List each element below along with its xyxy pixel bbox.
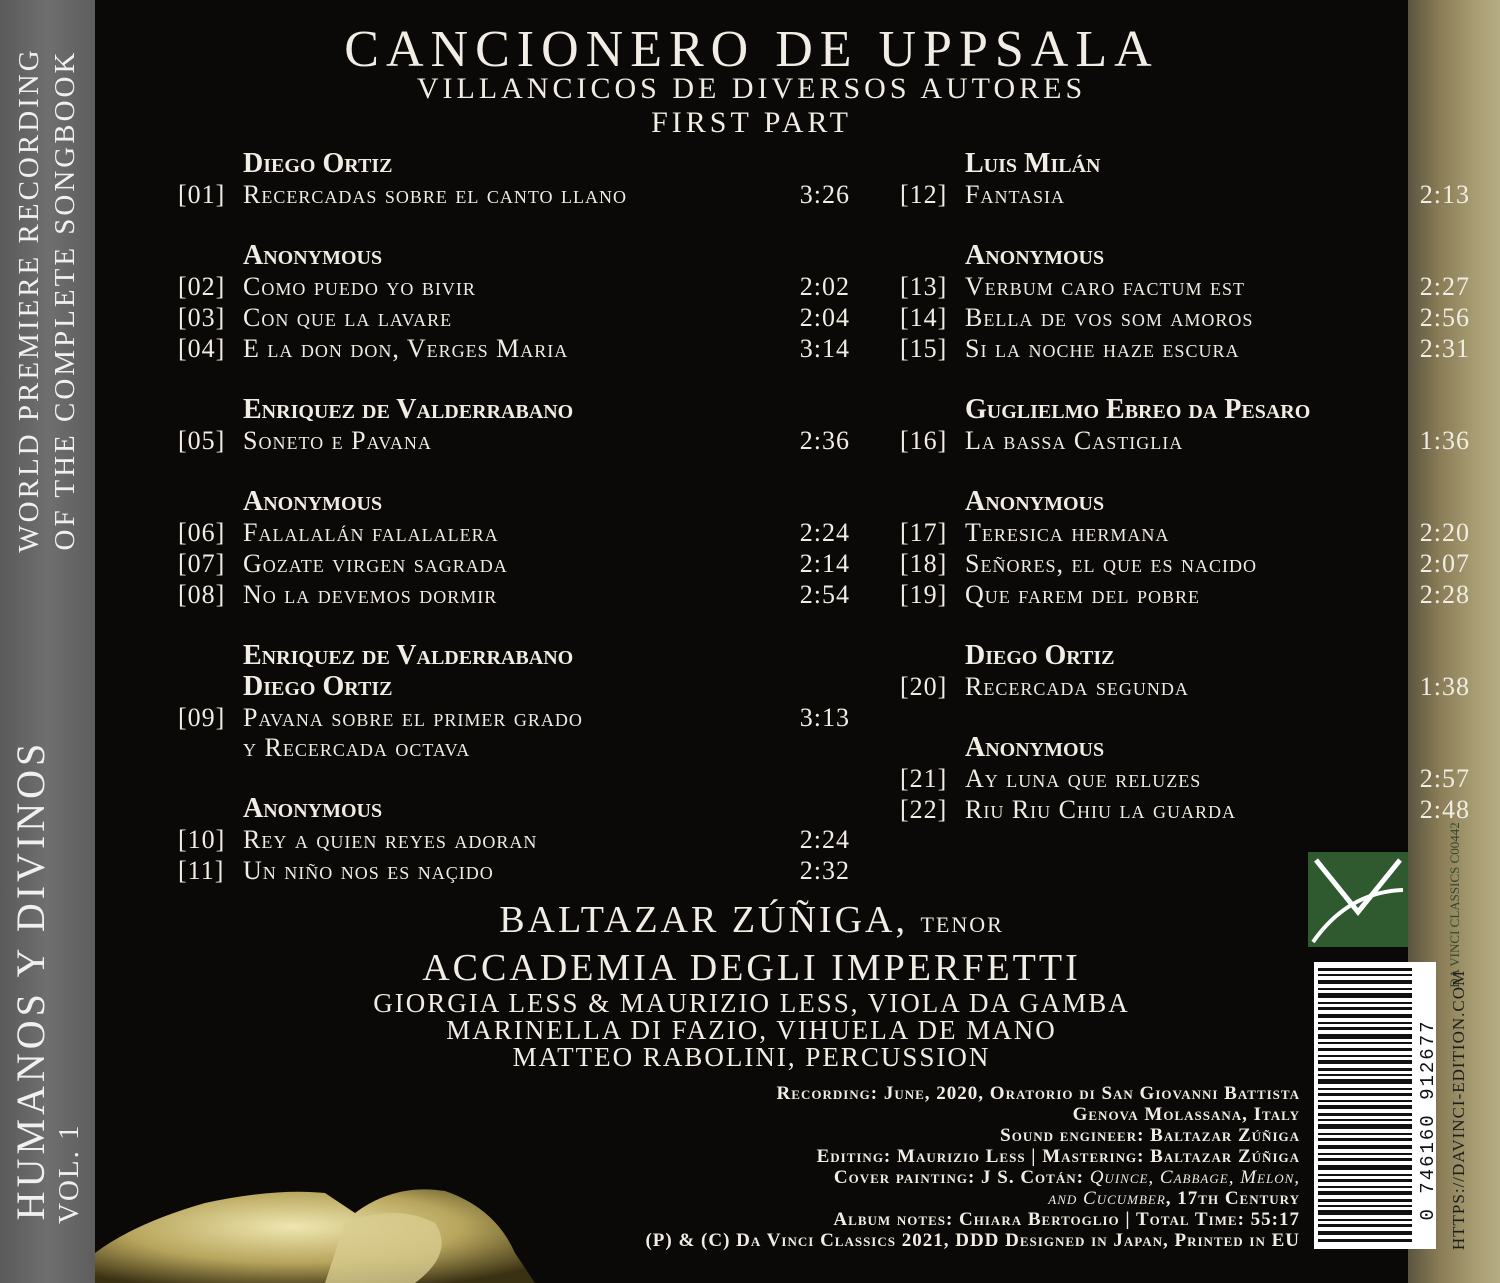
- member-line: MATTEO RABOLINI, PERCUSSION: [512, 1042, 991, 1072]
- lead-performer: [95, 898, 1408, 942]
- track-row: [178, 824, 850, 855]
- tracklist-right: [900, 148, 1470, 825]
- track-row: [178, 548, 850, 579]
- track-number: [08]: [178, 580, 226, 609]
- cover-painting-line-2: and Cucumber, 17th Century: [1048, 1188, 1300, 1209]
- brand-line-2: CLASSICS: [1447, 866, 1462, 928]
- track-title: Señores, el que es nacido: [965, 549, 1257, 578]
- composer-heading: Enriquez de Valderrabano: [243, 640, 574, 671]
- track-title: Recercadas sobre el canto llano: [243, 180, 628, 209]
- track-duration: 2:02: [799, 272, 850, 301]
- track-duration: 2:56: [1419, 303, 1470, 332]
- spine-volume: VOL. 1: [53, 1123, 85, 1224]
- track-duration: 2:36: [799, 426, 850, 455]
- track-duration: 3:26: [799, 180, 850, 209]
- track-number: [07]: [178, 549, 226, 578]
- spine-top: [0, 0, 95, 600]
- track-duration: 2:54: [799, 580, 850, 609]
- track-title: Un niño nos es naçido: [243, 856, 494, 885]
- track-number: [12]: [900, 180, 948, 209]
- track-title: Falalalán falalalera: [243, 518, 499, 547]
- track-number: [15]: [900, 334, 948, 363]
- track-title: Recercada segunda: [965, 672, 1189, 701]
- track-title: Como puedo yo bivir: [243, 272, 476, 301]
- track-title: Pavana sobre el primer grado: [243, 703, 583, 732]
- track-row: [178, 517, 850, 548]
- composer-heading-secondary: Diego Ortiz: [243, 671, 393, 702]
- track-number: [01]: [178, 180, 226, 209]
- track-duration: 3:14: [799, 334, 850, 363]
- track-title-continued: y Recercada octava: [243, 733, 471, 762]
- composer-heading: Enriquez de Valderrabano: [243, 394, 574, 425]
- track-title: Rey a quien reyes adoran: [243, 825, 538, 854]
- cover-painting-fragment: [95, 1163, 715, 1283]
- catalog-number: C00442: [1447, 822, 1462, 864]
- track-title: Riu Riu Chiu la guarda: [965, 795, 1236, 824]
- composer-heading: Diego Ortiz: [243, 148, 393, 179]
- spine-top-text: [11, 20, 83, 580]
- barcode-number: 0 746160 912677: [1417, 1019, 1439, 1221]
- track-row: [900, 179, 1470, 210]
- track-number: [10]: [178, 825, 226, 854]
- track-number: [22]: [900, 795, 948, 824]
- track-duration: 1:36: [1419, 426, 1470, 455]
- brand-line-1: DA VINCI: [1447, 930, 1462, 988]
- spine-bottom: [0, 720, 95, 1240]
- track-row: [900, 548, 1470, 579]
- album-title: CANCIONERO DE UPPSALA: [344, 21, 1159, 78]
- composer-heading: Anonymous: [965, 240, 1105, 271]
- track-title: E la don don, Verges Maria: [243, 334, 569, 363]
- track-title: Si la noche haze escura: [965, 334, 1240, 363]
- track-row: [178, 179, 850, 210]
- track-duration: 2:27: [1419, 272, 1470, 301]
- editing-line: Editing: Maurizio Less | Mastering: Baltazar Zúñiga: [816, 1146, 1300, 1167]
- track-row: [178, 302, 850, 333]
- member-line: MARINELLA DI FAZIO, VIHUELA DE MANO: [446, 1015, 1057, 1045]
- copyright-line: (P) & (C) Da Vinci Classics 2021, DDD Designed in Japan, Printed in EU: [645, 1230, 1300, 1251]
- track-row: [178, 271, 850, 302]
- track-number: [03]: [178, 303, 226, 332]
- track-duration: 2:48: [1419, 795, 1470, 824]
- spine-series-title: HUMANOS Y DIVINOS: [8, 739, 53, 1221]
- track-duration: 3:13: [799, 703, 850, 732]
- track-row: [178, 579, 850, 610]
- composer-heading: Anonymous: [243, 240, 383, 271]
- track-duration: 2:04: [799, 303, 850, 332]
- track-duration: 2:20: [1419, 518, 1470, 547]
- track-row: [178, 425, 850, 456]
- track-duration: 2:32: [799, 856, 850, 885]
- da-vinci-logo-icon: [1308, 852, 1408, 947]
- track-row: [900, 333, 1470, 364]
- location-line: Genova Molassana, Italy: [1072, 1104, 1300, 1125]
- composer-heading: Guglielmo Ebreo da Pesaro: [965, 394, 1311, 425]
- website-url-text: HTTPS://DAVINCI-EDITION.COM: [1449, 969, 1468, 1251]
- recording-line: Recording: June, 2020, Oratorio di San Giovanni Battista: [776, 1083, 1300, 1104]
- track-title: Con que la lavare: [243, 303, 453, 332]
- track-duration: 2:24: [799, 825, 850, 854]
- track-number: [18]: [900, 549, 948, 578]
- track-title: Teresica hermana: [965, 518, 1170, 547]
- member-line: GIORGIA LESS & MAURIZIO LESS, VIOLA DA GAMBA: [373, 988, 1130, 1018]
- track-row: [900, 517, 1470, 548]
- track-duration: 2:14: [799, 549, 850, 578]
- track-title: Ay luna que reluzes: [965, 764, 1202, 793]
- track-duration: 2:28: [1419, 580, 1470, 609]
- composer-heading: Anonymous: [243, 486, 383, 517]
- track-row: [900, 671, 1470, 702]
- album-subtitle: VILLANCICOS DE DIVERSOS AUTORES: [416, 72, 1087, 105]
- track-number: [04]: [178, 334, 226, 363]
- lead-performer-name: BALTAZAR ZÚÑIGA,: [499, 899, 908, 941]
- track-number: [05]: [178, 426, 226, 455]
- track-number: [19]: [900, 580, 948, 609]
- spine: [0, 0, 95, 1283]
- label-brand-text: [1435, 822, 1475, 988]
- track-title: Que farem del pobre: [965, 580, 1200, 609]
- track-number: [14]: [900, 303, 948, 332]
- tracklist-left: [178, 148, 850, 886]
- track-row: [900, 425, 1470, 456]
- track-duration: 2:57: [1419, 764, 1470, 793]
- composer-heading: Anonymous: [965, 486, 1105, 517]
- track-title: Gozate virgen sagrada: [243, 549, 508, 578]
- spine-series-text: [9, 730, 85, 1230]
- cover-painting-line: Cover painting: J S. Cotán: Quince, Cabbage, Melon,: [833, 1167, 1300, 1188]
- track-row: [178, 855, 850, 886]
- barcode-digits: [1413, 1019, 1443, 1221]
- composer-heading: Diego Ortiz: [965, 640, 1115, 671]
- lead-performer-role: tenor: [920, 903, 1004, 939]
- track-duration: 2:31: [1419, 334, 1470, 363]
- track-number: [20]: [900, 672, 948, 701]
- spine-songbook-line: OF THE COMPLETE SONGBOOK: [49, 49, 81, 551]
- track-duration: 1:38: [1419, 672, 1470, 701]
- track-number: [02]: [178, 272, 226, 301]
- composer-heading: Luis Milán: [965, 148, 1101, 179]
- track-title: La bassa Castiglia: [965, 426, 1184, 455]
- track-row: [900, 794, 1470, 825]
- track-title: Soneto e Pavana: [243, 426, 432, 455]
- track-duration: 2:07: [1419, 549, 1470, 578]
- track-number: [13]: [900, 272, 948, 301]
- ensemble-name: ACCADEMIA DEGLI IMPERFETTI: [422, 947, 1081, 989]
- track-number: [09]: [178, 703, 226, 732]
- album-part: FIRST PART: [651, 106, 852, 139]
- track-number: [21]: [900, 764, 948, 793]
- track-number: [11]: [178, 856, 225, 885]
- spine-premiere-line: WORLD PREMIERE RECORDING: [13, 47, 45, 553]
- track-row: [900, 579, 1470, 610]
- track-duration: 2:13: [1419, 180, 1470, 209]
- track-row: [178, 333, 850, 364]
- track-title: Bella de vos som amoros: [965, 303, 1254, 332]
- track-number: [17]: [900, 518, 948, 547]
- production-notes: [645, 1083, 1300, 1251]
- website-url: [1444, 969, 1474, 1251]
- track-number: [16]: [900, 426, 948, 455]
- track-row: [178, 702, 850, 763]
- track-row: [900, 271, 1470, 302]
- track-title: No la devemos dormir: [243, 580, 498, 609]
- track-title: Verbum caro factum est: [965, 272, 1245, 301]
- track-number: [06]: [178, 518, 226, 547]
- composer-heading: Anonymous: [965, 732, 1105, 763]
- track-row: [900, 763, 1470, 794]
- track-title: Fantasia: [965, 180, 1066, 209]
- ensemble-members: [95, 990, 1408, 1071]
- sound-engineer-line: Sound engineer: Baltazar Zúñiga: [1000, 1125, 1300, 1146]
- album-notes-line: Album notes: Chiara Bertoglio | Total Time: 55:17: [833, 1209, 1300, 1230]
- composer-heading: Anonymous: [243, 793, 383, 824]
- track-row: [900, 302, 1470, 333]
- track-duration: 2:24: [799, 518, 850, 547]
